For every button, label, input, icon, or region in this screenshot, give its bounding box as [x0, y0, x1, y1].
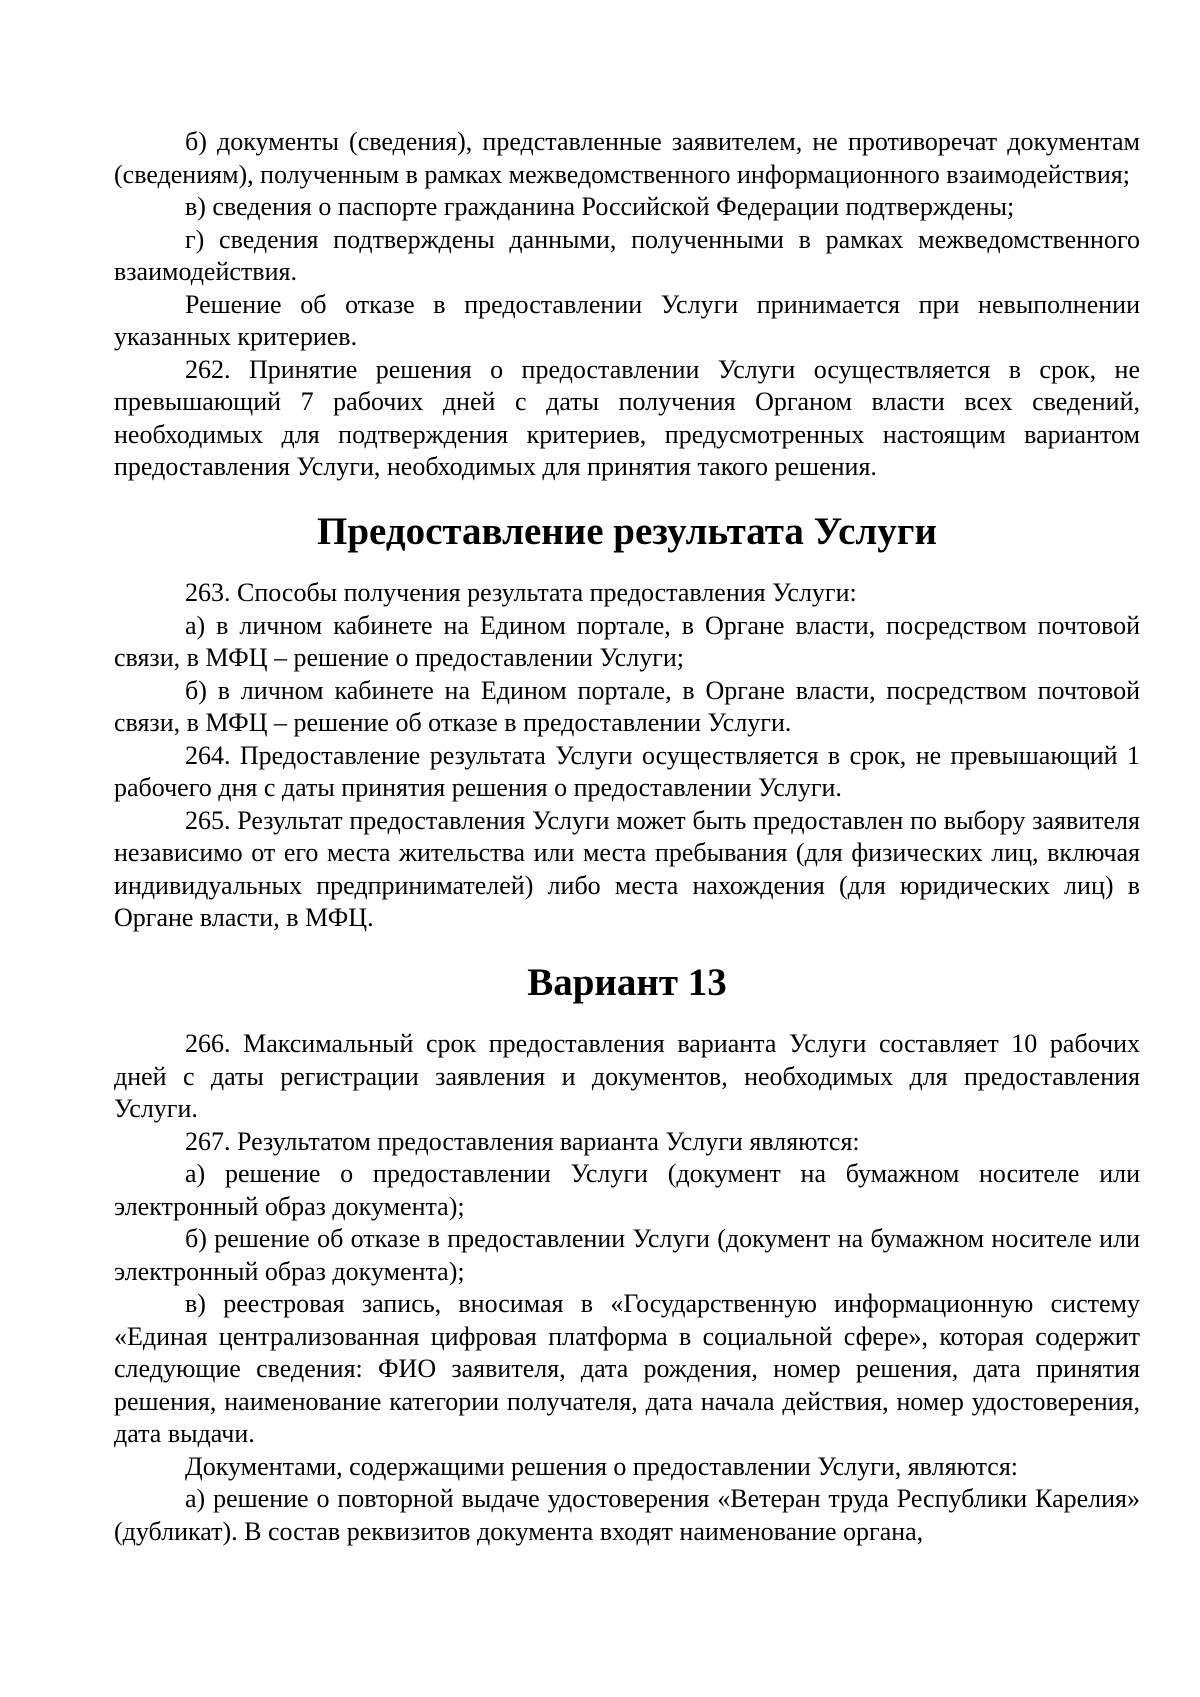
paragraph-documents-a: а) решение о повторной выдаче удостоверения «Ветеран труда Республики Карелия» (дубликат). В состав реквизитов документа входят наименование органа, — [114, 1484, 1140, 1546]
paragraph-263-b: б) в личном кабинете на Едином портале, в Органе власти, посредством почтовой связи, в МФЦ – решение об отказе в предоставлении Услуги. — [114, 675, 1140, 737]
section-heading-result: Предоставление результата Услуги — [317, 509, 937, 553]
paragraph-263-a: а) в личном кабинете на Едином портале, в Органе власти, посредством почтовой связи, в МФЦ – решение о предоставлении Услуги; — [114, 610, 1140, 672]
paragraph-263: 263. Способы получения результата предоставления Услуги: — [185, 578, 857, 607]
paragraph-262: 262. Принятие решения о предоставлении Услуги осуществляется в срок, не превышающий 7 рабочих дней с даты получения Органом власти всех сведений, необходимых для подтверждения критериев, предусмотренных настоящим вариантом предоставления Услуги, необходимых для принятия такого решения. — [114, 354, 1140, 481]
result-section — [114, 577, 1140, 935]
paragraph-criterion-g: г) сведения подтверждены данными, полученными в рамках межведомственного взаимодействия. — [114, 224, 1140, 286]
paragraph-refusal-decision: Решение об отказе в предоставлении Услуги принимается при невыполнении указанных критериев. — [114, 289, 1140, 351]
paragraph-266: 266. Максимальный срок предоставления варианта Услуги составляет 10 рабочих дней с даты регистрации заявления и документов, необходимых для предоставления Услуги. — [114, 1029, 1140, 1123]
paragraph-267-b: б) решение об отказе в предоставлении Услуги (документ на бумажном носителе или электронный образ документа); — [114, 1224, 1140, 1286]
criteria-section — [114, 126, 1140, 484]
paragraph-criterion-b: б) документы (сведения), представленные заявителем, не противоречат документам (сведениям), полученным в рамках межведомственного информационного взаимодействия; — [114, 127, 1140, 189]
paragraph-267-v: в) реестровая запись, вносимая в «Государственную информационную систему «Единая централизованная цифровая платформа в социальной сфере», которая содержит следующие сведения: ФИО заявителя, дата рождения, номер решения, дата принятия решения, наименование категории получателя, дата начала действия, номер удостоверения, дата выдачи. — [114, 1289, 1140, 1448]
paragraph-267: 267. Результатом предоставления варианта Услуги являются: — [185, 1126, 860, 1156]
paragraph-267-a: а) решение о предоставлении Услуги (документ на бумажном носителе или электронный образ документа); — [114, 1159, 1140, 1221]
variant-13-section — [114, 1028, 1140, 1548]
section-heading-variant-13: Вариант 13 — [527, 960, 727, 1004]
paragraph-265: 265. Результат предоставления Услуги может быть предоставлен по выбору заявителя независимо от его места жительства или места пребывания (для физических лиц, включая индивидуальных предпринимателей) либо места нахождения (для юридических лиц) в Органе власти, в МФЦ. — [114, 805, 1140, 932]
paragraph-264: 264. Предоставление результата Услуги осуществляется в срок, не превышающий 1 рабочего дня с даты принятия решения о предоставлении Услуги. — [114, 740, 1140, 802]
paragraph-criterion-v: в) сведения о паспорте гражданина Российской Федерации подтверждены; — [185, 192, 1015, 221]
paragraph-documents-intro: Документами, содержащими решения о предоставлении Услуги, являются: — [185, 1451, 1019, 1481]
